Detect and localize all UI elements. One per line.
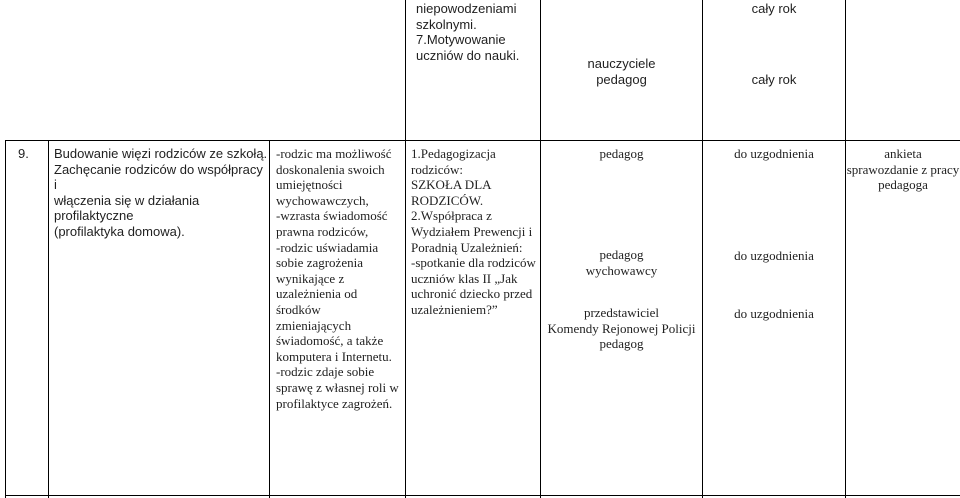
term-text: do uzgodnienia [734,306,814,321]
term-text: do uzgodnienia [734,248,814,263]
responsible-text: pedagog [599,146,644,161]
grid-line [269,140,270,498]
task-text: Budowanie więzi rodziców ze szkołą. Zachęcanie rodziców do współpracy i włączenia się w działania profilaktyczne (profilaktyka domowa). [54,146,268,239]
term-text: cały rok [751,1,797,16]
activity-text: niepowodzeniami szkolnymi. 7.Motywowanie uczniów do nauki. [416,1,520,63]
grid-line [5,140,6,498]
grid-line [48,140,49,498]
responsible-text: nauczyciele pedagog [587,56,656,87]
goals-text: -rodzic ma możliwość doskonalenia swoich umiejętności wychowawczych, -wzrasta świadomość prawna rodziców, -rodzic uświadamia sobie zagrożenia wynikające z uzależnienia od środków zmieniających świadomość, a także komputera i Internetu. -rodzic zdaje sobie sprawę z własnej roli w profilaktyce zagrożeń. [276,146,399,411]
grid-line [5,495,960,496]
term-text: cały rok [751,72,797,87]
activities-text: 1.Pedagogizacja rodziców: SZKOŁA DLA RODZICÓW. 2.Współpraca z Wydziałem Prewencji i Poradnią Uzależnień: -spotkanie dla rodziców uczniów klas II „Jak uchronić dziecko przed uzależnieniem?” [411,146,536,317]
grid-line [845,0,846,498]
responsible-text: przedstawiciel Komendy Rejonowej Policji pedagog [547,305,696,352]
grid-line [405,0,406,498]
responsible-text: pedagog wychowawcy [585,247,658,278]
row-number: 9. [18,146,29,161]
evaluation-text: ankieta sprawozdanie z pracy pedagoga [846,146,960,193]
grid-line [5,140,960,141]
term-text: do uzgodnienia [734,146,814,161]
